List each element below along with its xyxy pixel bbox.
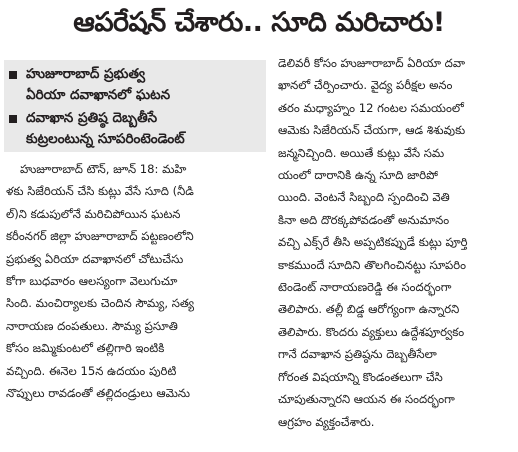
body-line: చూపుతున్నారని ఆయన ఈ సందర్భంగా [278, 392, 455, 407]
body-line: కాకముందే సూదిని తొలగించినట్టు సూపరిం [278, 257, 467, 272]
highlight-item [4, 64, 266, 106]
headline: ఆపరేషన్ చేశారు.. సూది మరిచారు! [73, 7, 445, 38]
body-line: తరం మధ్యాహ్నం 12 గంటల సమయంలో [278, 100, 464, 115]
body-line: తెలిపారు. తల్లీ బిడ్డ ఆరోగ్యంగా ఉన్నారని [278, 302, 460, 317]
body-line: కోగా బుధవారం ఆలస్యంగా వెలుగుచూ [6, 274, 178, 289]
body-line: వచ్చింది. ఈనెల 15న ఉదయం పురిటి [6, 363, 177, 378]
highlight-line: కుట్రలంటున్న సూపరింటెండెంట్ [26, 131, 185, 147]
body-line: ప్రభుత్వ ఏరియా దవాఖానలో చోటుచేసు [6, 251, 184, 266]
body-line: గానే దవాఖాన ప్రతిష్ఠను దెబ్బతీసేలా [278, 347, 437, 362]
body-line: ఆగ్రహం వ్యక్తంచేశారు. [278, 414, 375, 429]
body-line: నొప్పులు రావడంతో తల్లిదండ్రులు ఆమెను [6, 386, 191, 401]
square-bullet-icon [9, 71, 17, 79]
body-line: కరీంనగర్ జిల్లా హుజూరాబాద్ పట్టణంలోని [6, 229, 194, 244]
body-line: కినా అది దొరక్కపోవడంతో అనుమానం [278, 212, 450, 227]
body-line: ల్)ని కడుపులోనే మరిచిపోయిన ఘటన [6, 206, 181, 221]
body-line: ఖానలో చేర్పించారు. వైద్య పరీక్షల అనం [278, 78, 453, 93]
body-line: వచ్చి ఎక్స్‌రే తీసి అప్పటికప్పుడే కుట్లు పూర్తి [278, 235, 468, 250]
highlight-line: దవాఖాన ప్రతిష్ఠ దెబ్బతీసే [26, 110, 158, 126]
body-line: టెండెంట్ నారాయణరెడ్డి ఈ సందర్భంగా [278, 280, 452, 295]
highlight-line: ఏరియా దవాఖానలో ఘటన [26, 87, 171, 103]
body-line: నారాయణ దంపతులు. సౌమ్య ప్రసూతి [6, 318, 178, 333]
body-line: కోసం జమ్మికుంటలో తల్లిగారి ఇంటికి [6, 341, 165, 356]
body-line: ళకు సిజేరియన్ చేసి కుట్లు వేసే సూది (నీడి [6, 184, 194, 199]
body-line: ఆమెకు సిజేరియన్ చేయగా, ఆడ శిశువుకు [278, 123, 466, 138]
article-column-right [278, 52, 514, 433]
article-column-left [6, 158, 266, 404]
body-line: సింది. మంచిర్యాలకు చెందిన సౌమ్య, సత్య [6, 296, 195, 311]
square-bullet-icon [9, 115, 17, 123]
highlights-box [4, 60, 266, 152]
body-line: గోరంత విషయాన్ని కొండంతలుగా చేసి [278, 369, 443, 384]
dateline-line: హుజూరాబాద్ టౌన్, జూన్ 18: మహి [20, 162, 187, 176]
body-line: యంలో దారానికి ఉన్న సూది జారిపో [278, 168, 438, 183]
body-line: యింది. వెంటనే సిబ్బంది స్పందించి వెతి [278, 190, 450, 205]
body-line: తెలిపారు. కొందరు వ్యక్తులు ఉద్దేశపూర్వకం [278, 324, 465, 339]
body-line: జన్మనిచ్చింది. అయితే కుట్లు వేసే సమ [278, 145, 445, 160]
highlight-item [4, 108, 266, 150]
highlight-line: హుజూరాబాద్ ప్రభుత్వ [26, 66, 146, 82]
body-line: డెలివరీ కోసం హుజూరాబాద్ ఏరియా దవా [278, 56, 465, 70]
